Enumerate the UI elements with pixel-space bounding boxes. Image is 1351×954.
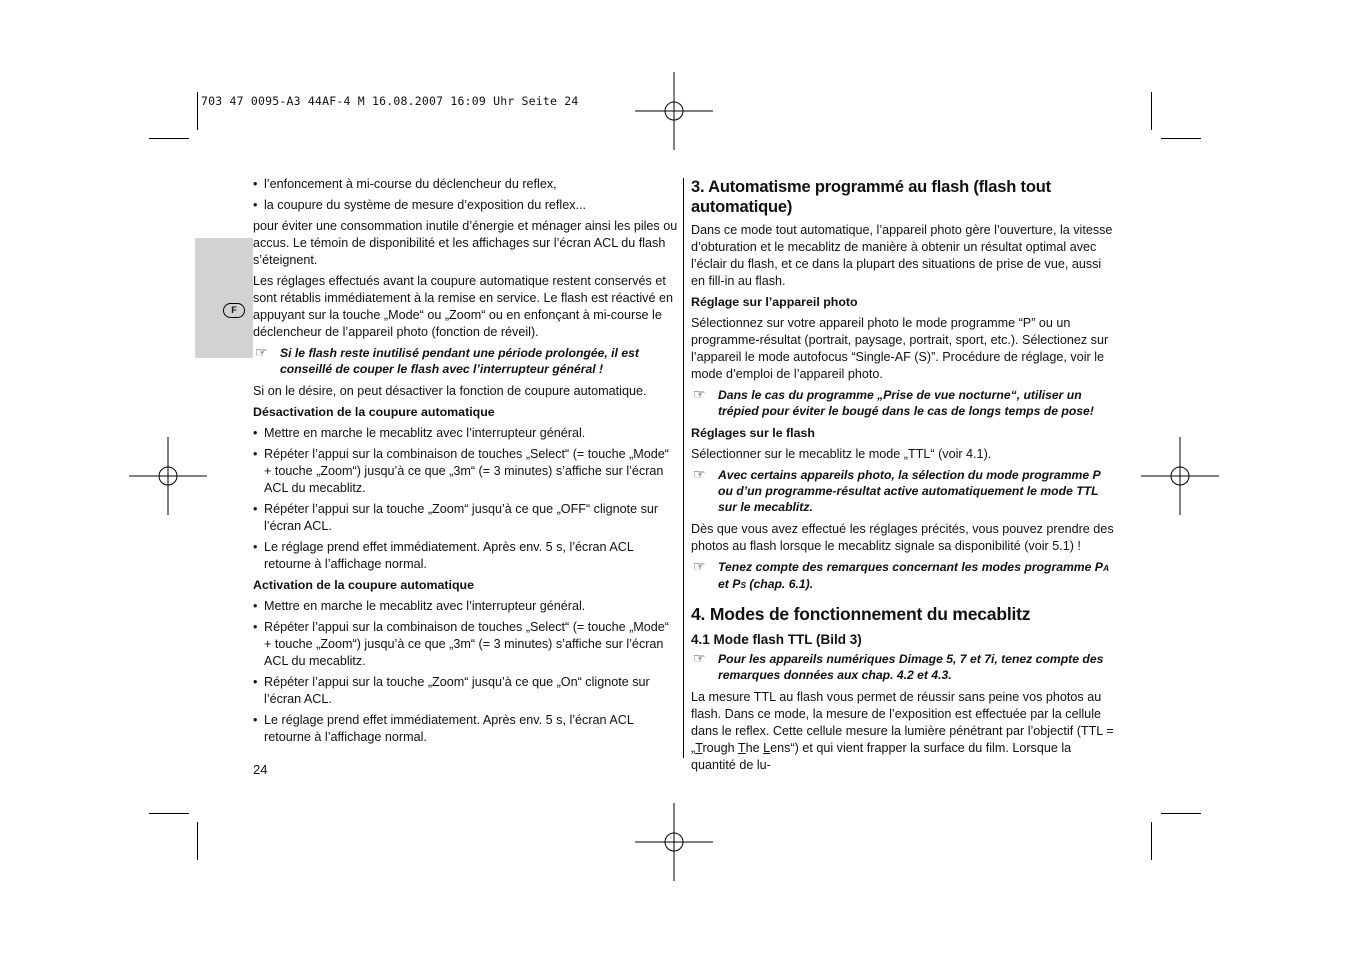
paragraph: Dès que vous avez effectué les réglages précités, vous pouvez prendre des photos au flash lorsque le mecablitz signale sa disponibilité (voir 5.1) !: [691, 522, 1114, 553]
column-divider: [683, 178, 684, 758]
list-item: • Le réglage prend effet immédiatement. Après env. 5 s, l’écran ACL retourne à l’affichage normal.: [253, 712, 678, 746]
paragraph: Sélectionner sur le mecablitz le mode „TTL“ (voir 4.1).: [691, 447, 992, 461]
pointing-hand-icon: ☞: [693, 466, 706, 482]
paragraph: Les réglages effectués avant la coupure automatique restent conservés et sont rétablis immédiatement à la remise en service. Le flash est réactivé en appuyant sur la touche „Mode“ ou „Zoom“ ou en enfonçant à mi-course le déclencheur de l’appareil photo (fonction de réveil).: [253, 274, 673, 339]
note: [691, 467, 1116, 515]
registration-mark-icon: [635, 803, 713, 881]
list-item: • la coupure du système de mesure d’exposition du reflex...: [253, 197, 678, 214]
left-column: [253, 176, 678, 750]
paragraph: Dans ce mode tout automatique, l’appareil photo gère l’ouverture, la vitesse d’obturation et le mecablitz de manière à obtenir un résultat optimal avec l’éclair du flash, et ce dans la plupart des situations de prise de vue, aussi en fill-in au flash.: [691, 223, 1113, 288]
list-item: • Répéter l’appui sur la combinaison de touches „Select“ (= touche „Mode“ + touche „Zoom“) jusqu’à ce que „3m“ (= 3 minutes) s’affiche sur l’écran ACL du mecablitz.: [253, 446, 678, 497]
list-item: • Mettre en marche le mecablitz avec l’interrupteur général.: [253, 598, 678, 615]
note: [691, 559, 1116, 593]
paragraph: La mesure TTL au flash vous permet de réussir sans peine vos photos au flash. Dans ce mode, la mesure de l’exposition est effectuée par la cellule dans le reflex. Cette cellule mesure la lumière pénétrant par l’objectif (TTL = „Trough The Lens“) et qui vient frapper la surface du film. Lorsque la quantité de lu-: [691, 690, 1114, 772]
list-item: • Mettre en marche le mecablitz avec l’interrupteur général.: [253, 425, 678, 442]
paragraph: Sélectionnez sur votre appareil photo le mode programme “P” ou un programme-résultat (portrait, paysage, portrait, sport, etc.). Sélectionez sur l’appareil le mode autofocus “Single-AF (S)”. Procédure de réglage, voir le mode d’emploi de l’appareil photo.: [691, 316, 1109, 381]
note-text: Si le flash reste inutilisé pendant une période prolongée, il est conseillé de couper le flash avec l’interrupteur général !: [280, 346, 639, 376]
paragraph: Si on le désire, on peut désactiver la fonction de coupure automatique.: [253, 384, 647, 398]
print-slug: 703 47 0095-A3 44AF-4 M 16.08.2007 16:09 Uhr Seite 24: [201, 94, 579, 108]
subheading: Activation de la coupure automatique: [253, 578, 474, 592]
crop-mark: [1151, 822, 1152, 860]
page-number: 24: [253, 762, 268, 777]
list-item: • Répéter l’appui sur la touche „Zoom“ jusqu’à ce que „On“ clignote sur l’écran ACL.: [253, 674, 678, 708]
list-item: • Répéter l’appui sur la combinaison de touches „Select“ (= touche „Mode“ + touche „Zoom“) jusqu’à ce que „3m“ (= 3 minutes) s’affiche sur l’écran ACL du mecablitz.: [253, 619, 678, 670]
note: [691, 387, 1116, 419]
registration-mark-icon: [635, 72, 713, 150]
crop-mark: [1151, 92, 1152, 130]
note-text: Avec certains appareils photo, la sélection du mode programme P ou d’un programme-résultat active automatiquement le mode TTL sur le mecablitz.: [718, 468, 1101, 514]
note-text: Tenez compte des remarques concernant les modes programme PA et PS (chap. 6.1).: [718, 560, 1110, 591]
language-tab: [195, 238, 253, 358]
subheading: Désactivation de la coupure automatique: [253, 405, 495, 419]
list-item: • Le réglage prend effet immédiatement. Après env. 5 s, l’écran ACL retourne à l’affichage normal.: [253, 539, 678, 573]
note: [253, 345, 678, 377]
subheading: Réglages sur le flash: [691, 426, 815, 440]
registration-mark-icon: [129, 437, 207, 515]
note-text: Dans le cas du programme „Prise de vue nocturne“, utiliser un trépied pour éviter le bougé dans le cas de longs temps de pose!: [718, 388, 1094, 418]
pointing-hand-icon: ☞: [255, 344, 268, 360]
right-column: [691, 177, 1116, 778]
section-heading: 4. Modes de fonctionnement du mecablitz: [691, 604, 1031, 624]
subsection-heading: 4.1 Mode flash TTL (Bild 3): [691, 632, 862, 647]
section-heading: 3. Automatisme programmé au flash (flash tout automatique): [691, 178, 1051, 216]
note-text: Pour les appareils numériques Dimage 5, 7 et 7i, tenez compte des remarques données aux chap. 4.2 et 4.3.: [718, 652, 1104, 682]
language-badge: F: [223, 303, 245, 318]
pointing-hand-icon: ☞: [693, 650, 706, 666]
crop-mark: [197, 92, 198, 130]
pointing-hand-icon: ☞: [693, 386, 706, 402]
crop-mark: [149, 138, 189, 139]
note: [691, 651, 1116, 683]
list-item: • Répéter l’appui sur la touche „Zoom“ jusqu’à ce que „OFF“ clignote sur l’écran ACL.: [253, 501, 678, 535]
crop-mark: [1161, 813, 1201, 814]
list-item: • l’enfoncement à mi-course du déclencheur du reflex,: [253, 176, 678, 193]
pointing-hand-icon: ☞: [693, 558, 706, 574]
subheading: Réglage sur l’appareil photo: [691, 295, 858, 309]
crop-mark: [197, 822, 198, 860]
crop-mark: [149, 813, 189, 814]
paragraph: pour éviter une consommation inutile d’énergie et ménager ainsi les piles ou accus. Le témoin de disponibilité et les affichages sur l’écran ACL du flash s’éteignent.: [253, 219, 678, 267]
crop-mark: [1161, 138, 1201, 139]
registration-mark-icon: [1141, 437, 1219, 515]
